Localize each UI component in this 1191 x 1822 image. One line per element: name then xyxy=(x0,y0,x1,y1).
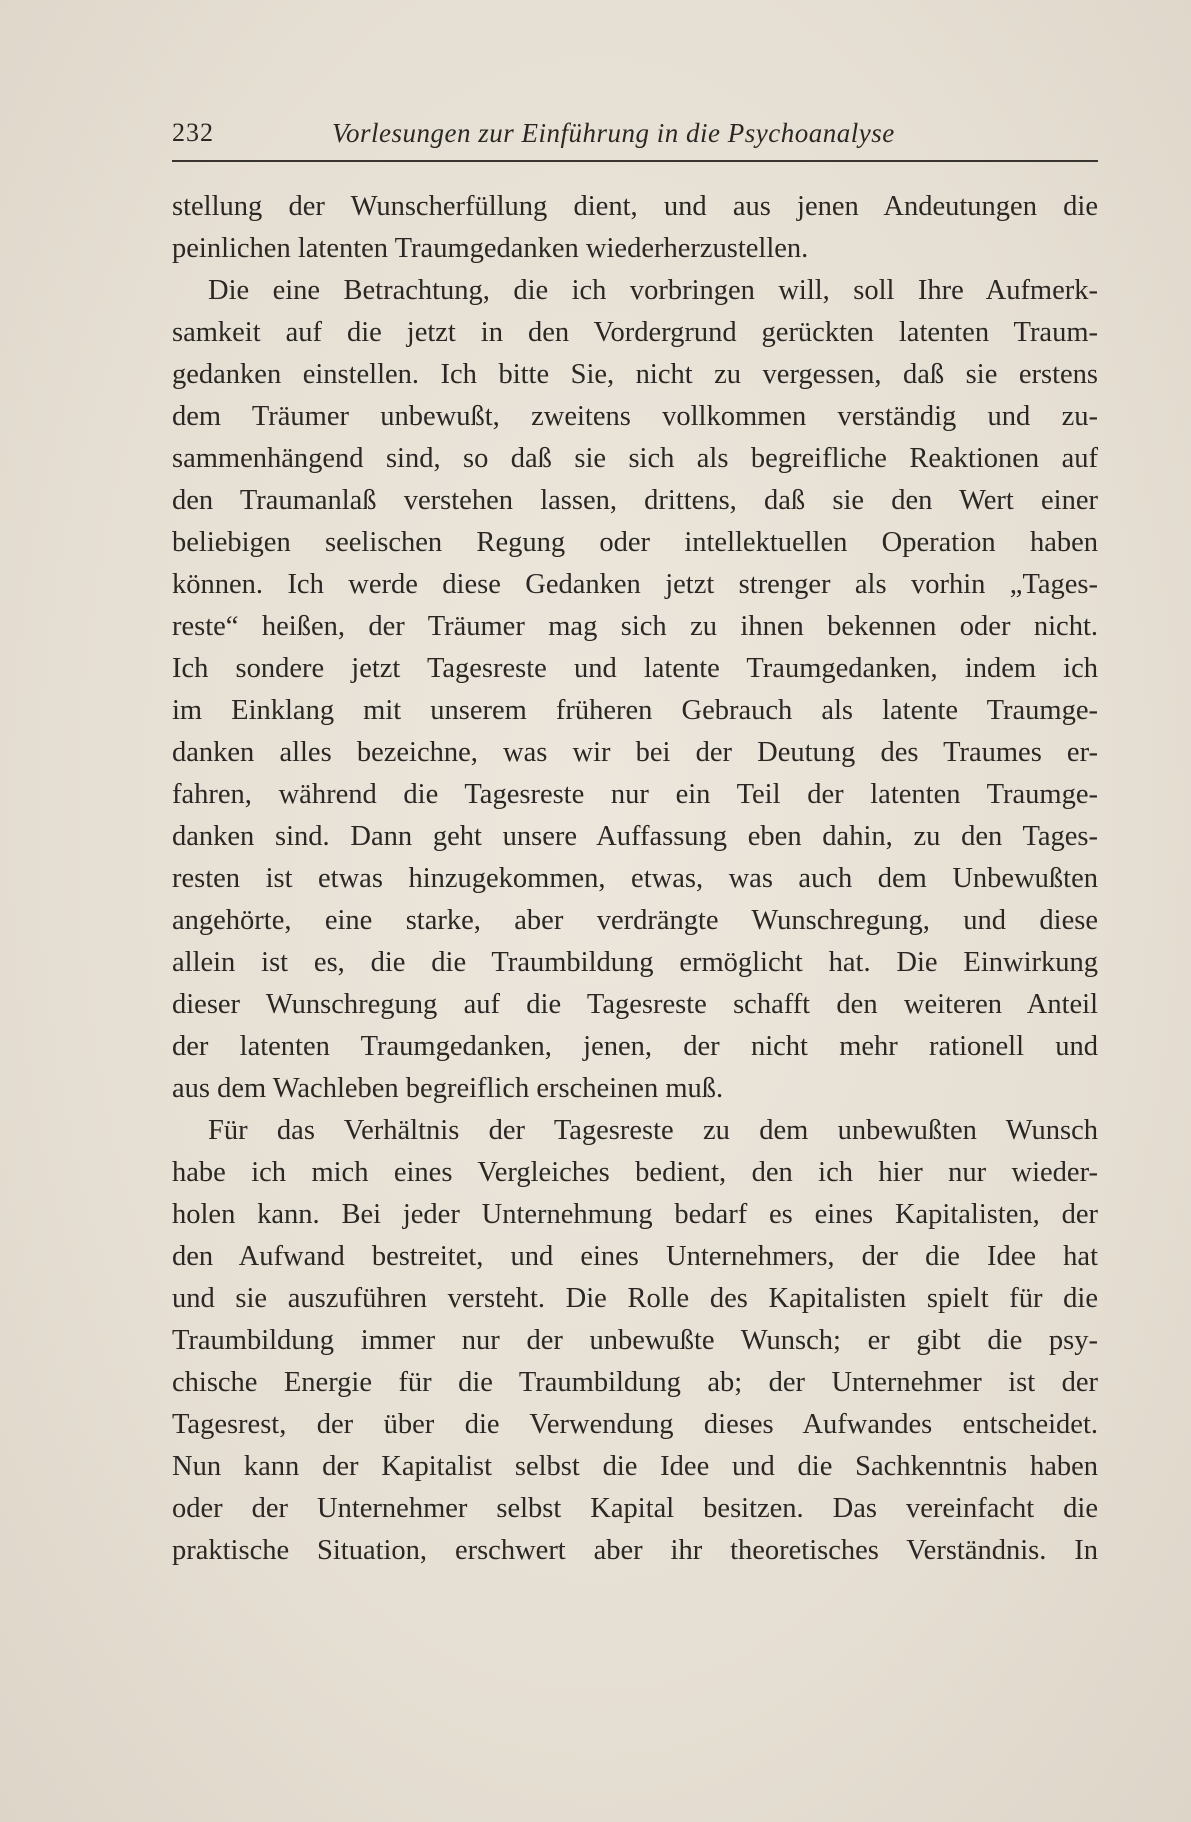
text-line: Traumbildung immer nur der unbewußte Wunsch; er gibt die psy- xyxy=(172,1325,1098,1356)
text-line: angehörte, eine starke, aber verdrängte Wunschregung, und diese xyxy=(172,905,1098,936)
text-line: Tagesrest, der über die Verwendung dieses Aufwandes entscheidet. xyxy=(172,1409,1098,1440)
text-line: samkeit auf die jetzt in den Vordergrund gerückten latenten Traum- xyxy=(172,317,1098,348)
text-line: und sie auszuführen versteht. Die Rolle des Kapitalisten spielt für die xyxy=(172,1283,1098,1314)
text-line: oder der Unternehmer selbst Kapital besitzen. Das vereinfacht die xyxy=(172,1493,1098,1524)
text-line: dem Träumer unbewußt, zweitens vollkommen verständig und zu- xyxy=(172,401,1098,432)
header-rule xyxy=(172,160,1098,162)
text-line: können. Ich werde diese Gedanken jetzt strenger als vorhin „Tages- xyxy=(172,569,1098,600)
text-line: Die eine Betrachtung, die ich vorbringen will, soll Ihre Aufmerk- xyxy=(208,275,1098,306)
page-header xyxy=(172,118,1100,158)
text-line: danken sind. Dann geht unsere Auffassung eben dahin, zu den Tages- xyxy=(172,821,1098,852)
text-line: Nun kann der Kapitalist selbst die Idee und die Sachkenntnis haben xyxy=(172,1451,1098,1482)
text-line: resten ist etwas hinzugekommen, etwas, was auch dem Unbewußten xyxy=(172,863,1098,894)
text-line: aus dem Wachleben begreiflich erscheinen muß. xyxy=(172,1073,724,1104)
text-line: im Einklang mit unserem früheren Gebrauch als latente Traumge- xyxy=(172,695,1098,726)
text-line: Ich sondere jetzt Tagesreste und latente Traumgedanken, indem ich xyxy=(172,653,1098,684)
text-line: praktische Situation, erschwert aber ihr theoretisches Verständnis. In xyxy=(172,1535,1098,1566)
running-head: Vorlesungen zur Einführung in die Psychoanalyse xyxy=(332,118,895,148)
text-line: allein ist es, die die Traumbildung ermöglicht hat. Die Einwirkung xyxy=(172,947,1098,978)
text-line: habe ich mich eines Vergleiches bedient, den ich hier nur wieder- xyxy=(172,1157,1098,1188)
text-line: chische Energie für die Traumbildung ab; der Unternehmer ist der xyxy=(172,1367,1098,1398)
text-line: reste“ heißen, der Träumer mag sich zu ihnen bekennen oder nicht. xyxy=(172,611,1098,642)
text-line: fahren, während die Tagesreste nur ein Teil der latenten Traumge- xyxy=(172,779,1098,810)
text-line: danken alles bezeichne, was wir bei der Deutung des Traumes er- xyxy=(172,737,1098,768)
text-line: dieser Wunschregung auf die Tagesreste schafft den weiteren Anteil xyxy=(172,989,1098,1020)
text-line: Für das Verhältnis der Tagesreste zu dem unbewußten Wunsch xyxy=(208,1115,1098,1146)
text-line: den Aufwand bestreitet, und eines Unternehmers, der die Idee hat xyxy=(172,1241,1098,1272)
text-line: den Traumanlaß verstehen lassen, drittens, daß sie den Wert einer xyxy=(172,485,1098,516)
text-line: gedanken einstellen. Ich bitte Sie, nicht zu vergessen, daß sie erstens xyxy=(172,359,1098,390)
text-line: der latenten Traumgedanken, jenen, der nicht mehr rationell und xyxy=(172,1031,1098,1062)
text-line: stellung der Wunscherfüllung dient, und aus jenen Andeutungen die xyxy=(172,191,1098,222)
text-line: sammenhängend sind, so daß sie sich als begreifliche Reaktionen auf xyxy=(172,443,1098,474)
text-line: holen kann. Bei jeder Unternehmung bedarf es eines Kapitalisten, der xyxy=(172,1199,1098,1230)
page-number: 232 xyxy=(172,118,214,147)
text-line: beliebigen seelischen Regung oder intellektuellen Operation haben xyxy=(172,527,1098,558)
text-line: peinlichen latenten Traumgedanken wiederherzustellen. xyxy=(172,233,809,264)
body-text xyxy=(172,186,1098,1572)
